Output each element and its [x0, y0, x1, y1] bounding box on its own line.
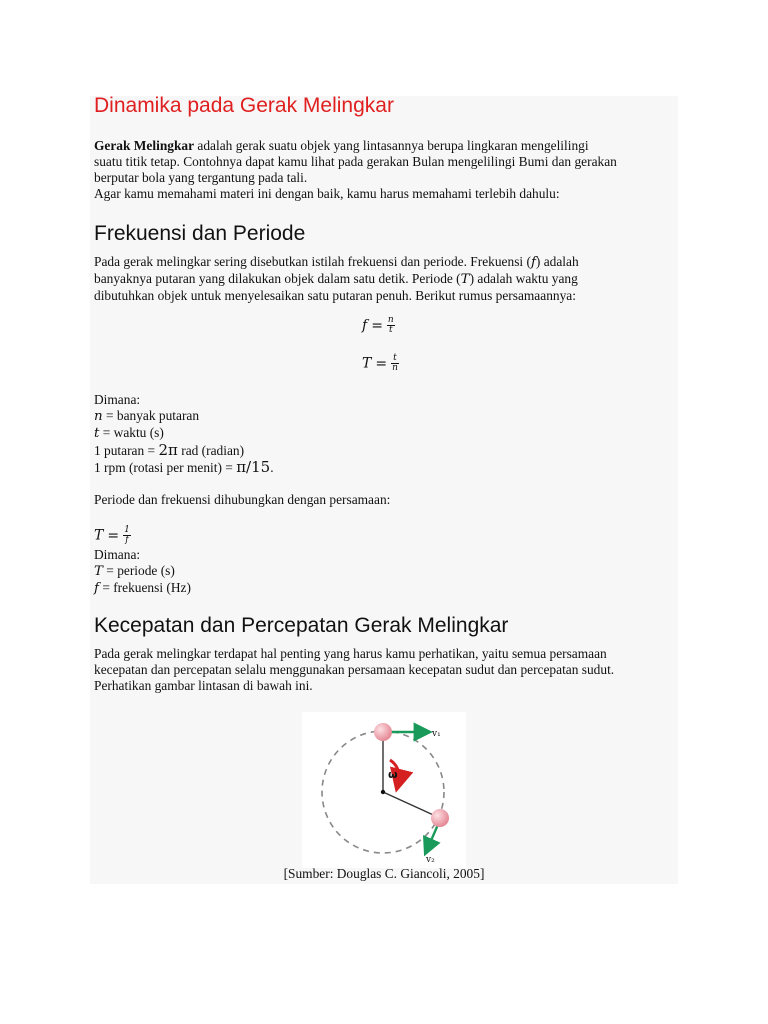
- eq1-num: n: [387, 315, 394, 325]
- symbol-2pi: 2π: [158, 441, 178, 459]
- eq3-fraction: [123, 526, 131, 545]
- ball-1: [374, 723, 392, 741]
- eq1-fraction: [387, 316, 395, 335]
- def-rpm-b: .: [270, 460, 274, 475]
- page-title: Dinamika pada Gerak Melingkar: [94, 94, 394, 117]
- symbol-f: f: [530, 255, 536, 270]
- equation-f: [362, 316, 395, 335]
- eq1-lhs: f: [362, 317, 368, 334]
- p2b: ) adalah waktu yang: [469, 271, 578, 286]
- definitions-list-2: [94, 547, 678, 597]
- dimana-label: Dimana:: [94, 392, 141, 407]
- eq2-lhs: T: [362, 355, 372, 372]
- def-T: = periode (s): [106, 563, 175, 578]
- omega-label: ω: [388, 768, 398, 781]
- center-point: [381, 790, 385, 794]
- intro-bold: Gerak Melingkar: [94, 138, 195, 153]
- kec-p3: Perhatikan gambar lintasan di bawah ini.: [94, 678, 313, 693]
- symbol-T-def: T: [94, 564, 103, 579]
- figure-caption: [Sumber: Douglas C. Giancoli, 2005]: [283, 866, 485, 881]
- eq3-lhs: T: [94, 527, 104, 544]
- symbol-T: T: [460, 272, 470, 287]
- intro-line2: suatu titik tetap. Contohnya dapat kamu lihat pada gerakan Bulan mengelilingi Bumi dan gerakan: [94, 154, 617, 169]
- eq2-num: t: [391, 354, 399, 364]
- frekuensi-paragraph: [94, 254, 678, 304]
- definitions-list-1: [94, 392, 678, 476]
- p3: dibutuhkan objek untuk menyelesaikan satu putaran penuh. Berikut rumus persamaannya:: [94, 288, 576, 303]
- ball-2: [431, 809, 449, 827]
- def-n: = banyak putaran: [105, 408, 200, 423]
- circular-motion-diagram: [302, 712, 466, 868]
- eq2-fraction: [391, 354, 399, 373]
- symbol-n: n: [94, 409, 103, 424]
- eq3-num: 1: [124, 525, 130, 535]
- radius-line-2: [383, 792, 440, 818]
- p1a: Pada gerak melingkar sering disebutkan istilah frekuensi dan periode. Frekuensi (: [94, 254, 531, 269]
- kecepatan-paragraph: [94, 646, 678, 694]
- eq1-den: t: [389, 325, 393, 335]
- eq2-den: n: [392, 363, 398, 373]
- def-f: = frekuensi (Hz): [102, 580, 191, 595]
- kec-p2: kecepatan dan percepatan selalu menggunakan persamaan kecepatan sudut dan percepatan sudut.: [94, 662, 615, 677]
- symbol-pi-15: π/15: [236, 458, 271, 476]
- symbol-t: t: [94, 426, 100, 441]
- equation-T: [362, 354, 399, 373]
- relation-text: Periode dan frekuensi dihubungkan dengan persamaan:: [94, 492, 391, 507]
- eq3-op: =: [107, 527, 120, 544]
- def-t: = waktu (s): [102, 425, 164, 440]
- section-heading-frekuensi: Frekuensi dan Periode: [94, 222, 306, 245]
- eq1-op: =: [371, 317, 383, 334]
- kec-p1: Pada gerak melingkar terdapat hal penting yang harus kamu perhatikan, yaitu semua persamaan: [94, 646, 607, 661]
- circular-motion-figure: [302, 712, 466, 868]
- def-rad-b: rad (radian): [181, 443, 245, 458]
- intro-line3: berputar bola yang tergantung pada tali.: [94, 170, 308, 185]
- dimana-label-2: Dimana:: [94, 547, 141, 562]
- v2-label: v₂: [426, 855, 435, 865]
- v1-label: v₁: [432, 729, 441, 739]
- p2a: banyaknya putaran yang dilakukan objek dalam satu detik. Periode (: [94, 271, 461, 286]
- symbol-f-def: f: [94, 581, 99, 596]
- section-heading-kecepatan: Kecepatan dan Percepatan Gerak Melingkar: [94, 614, 509, 637]
- intro-line1: adalah gerak suatu objek yang lintasannya berupa lingkaran mengelilingi: [197, 138, 589, 153]
- p1b: ) adalah: [535, 254, 579, 269]
- intro-paragraph: [94, 138, 678, 202]
- eq3-den: f: [125, 535, 129, 545]
- def-rpm-a: 1 rpm (rotasi per menit) =: [94, 460, 233, 475]
- def-rad-a: 1 putaran =: [94, 443, 156, 458]
- equation-T-1-over-f: [94, 526, 131, 545]
- intro-line4: Agar kamu memahami materi ini dengan baik, kamu harus memahami terlebih dahulu:: [94, 186, 560, 201]
- eq2-op: =: [375, 355, 388, 372]
